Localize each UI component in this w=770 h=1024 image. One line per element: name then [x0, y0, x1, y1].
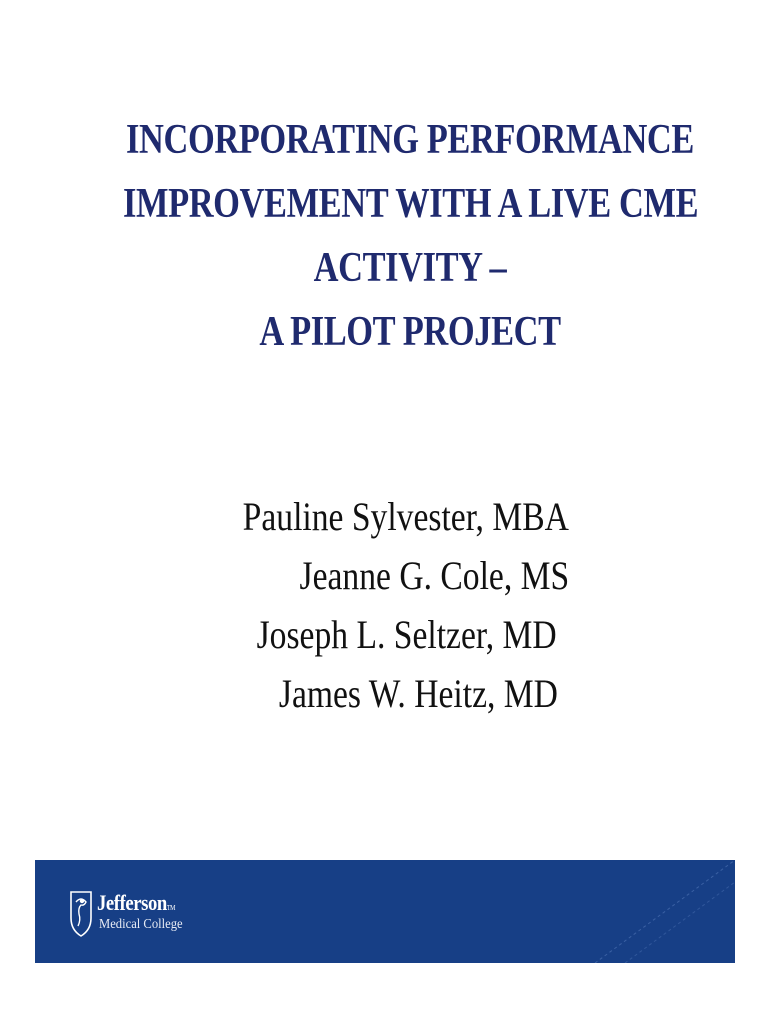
title-line: ACTIVITY –	[313, 245, 507, 291]
author-name: Pauline Sylvester, MBA	[242, 494, 569, 539]
logo-wordmark	[97, 890, 175, 916]
title-line: A PILOT PROJECT	[259, 309, 561, 355]
jefferson-shield-icon	[69, 888, 93, 938]
logo-name-text: Jefferson	[97, 890, 167, 915]
author-name: Joseph L. Seltzer, MD	[256, 612, 557, 657]
author-name: James W. Heitz, MD	[278, 671, 558, 716]
title-line: IMPROVEMENT WITH A LIVE CME	[123, 181, 699, 227]
author-name: Jeanne G. Cole, MS	[299, 553, 570, 598]
title-line: INCORPORATING PERFORMANCE	[126, 117, 694, 163]
footer-band	[35, 860, 735, 963]
author-list	[99, 487, 721, 723]
jefferson-logo	[69, 888, 219, 940]
logo-trademark: TM	[166, 904, 175, 912]
slide-title	[123, 108, 697, 364]
logo-subtitle: Medical College	[99, 917, 183, 932]
